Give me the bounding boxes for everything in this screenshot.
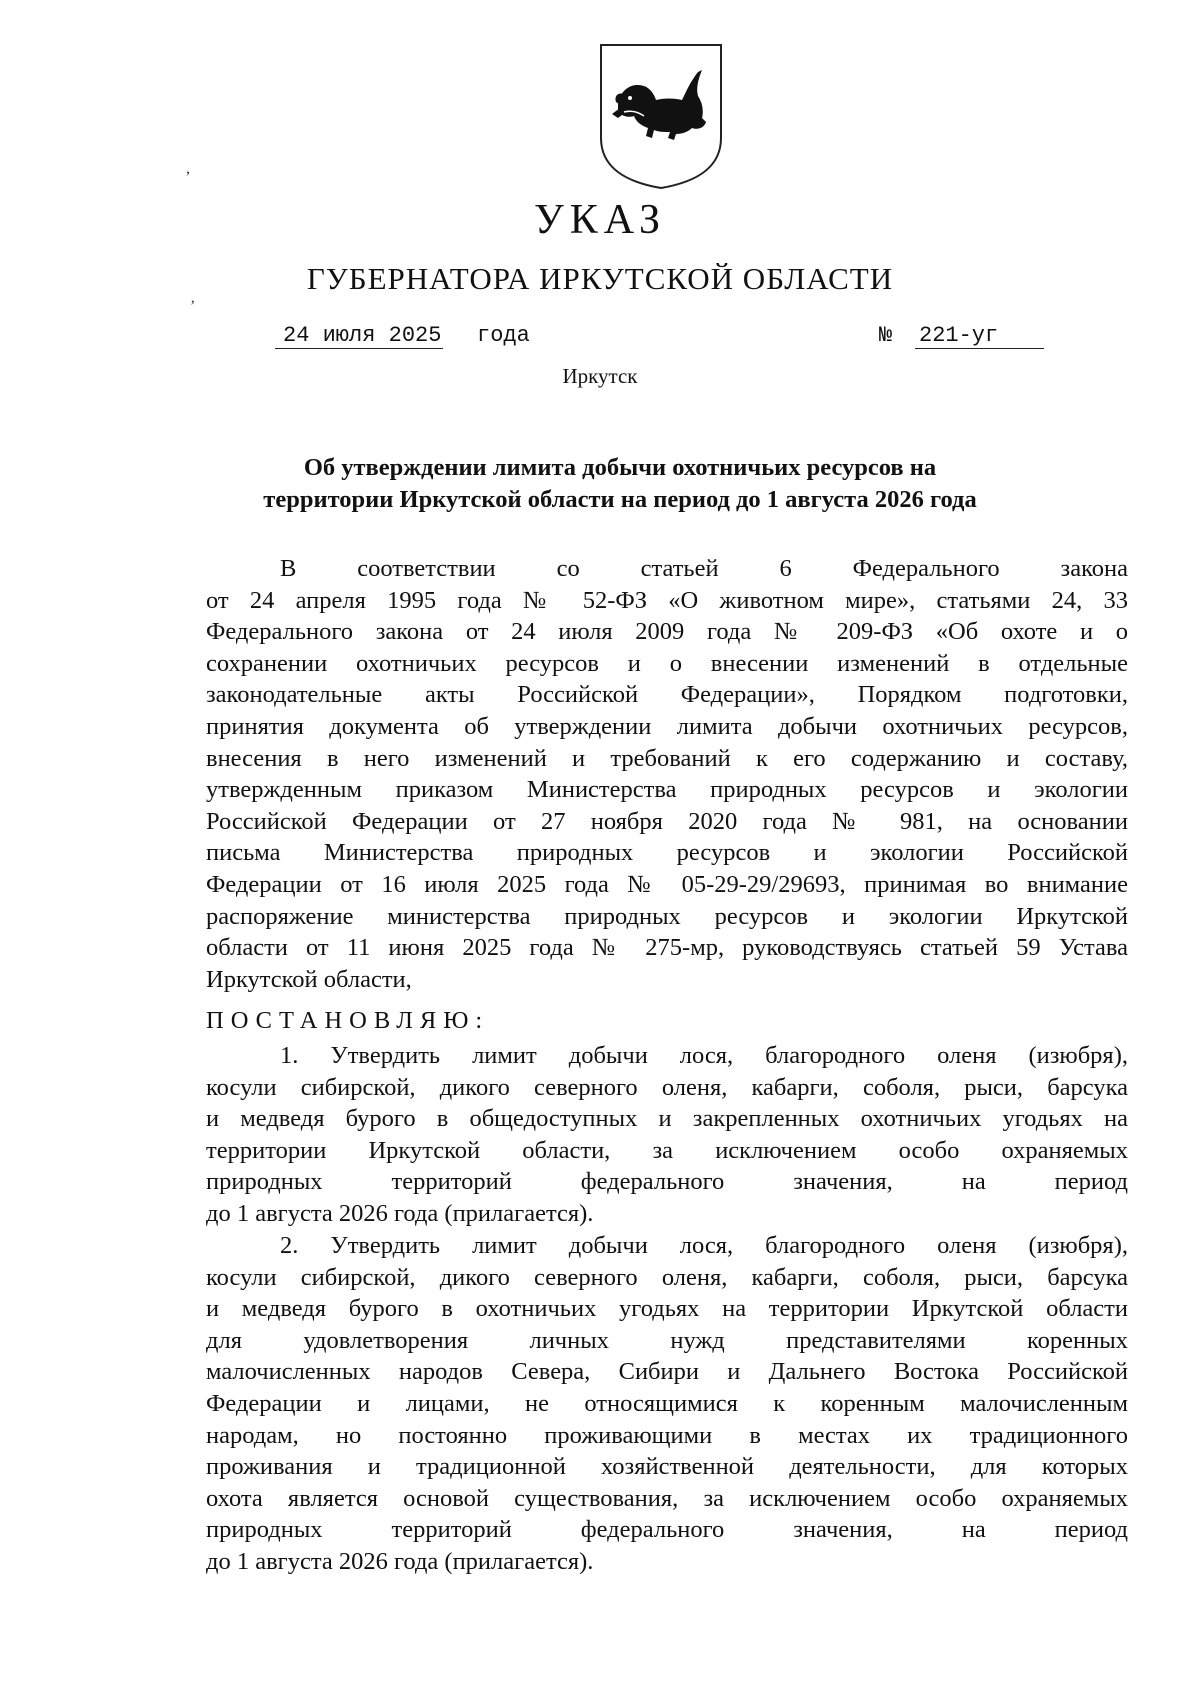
text-line: внесения в него изменений и требований к его содержанию и составу,: [206, 744, 1128, 772]
text-line: Федерального закона от 24 июля 2009 года № 209-ФЗ «Об охоте и о: [206, 618, 1128, 646]
text-line: природных территорий федерального значения, на период: [206, 1516, 1128, 1544]
date-number-row: [275, 323, 1075, 355]
text-line: утвержденным приказом Министерства природных ресурсов и экологии: [206, 776, 1128, 804]
text-line: территории Иркутской области, за исключением особо охраняемых: [206, 1136, 1128, 1164]
text-line: законодательные акты Российской Федерации», Порядком подготовки,: [206, 681, 1128, 709]
text-line: Российской Федерации от 27 ноября 2020 года № 981, на основании: [206, 807, 1128, 835]
decree-item-1: [206, 1040, 1128, 1230]
number-sign: №: [879, 323, 893, 348]
text-line: природных территорий федерального значения, на период: [206, 1168, 1128, 1196]
text-line: сохранении охотничьих ресурсов и о внесении изменений в отдельные: [206, 649, 1128, 677]
text-line: принятия документа об утверждении лимита добычи охотничьих ресурсов,: [206, 712, 1128, 740]
text-line: малочисленных народов Севера, Сибири и Дальнего Востока Российской: [206, 1358, 1128, 1386]
scan-mark: ʼ: [190, 298, 196, 315]
coat-of-arms-emblem: [598, 42, 724, 190]
text-line: и медведя бурого в общедоступных и закрепленных охотничьих угодьях на: [206, 1105, 1128, 1133]
text-line: области от 11 июня 2025 года № 275-мр, руководствуясь статьей 59 Устава: [206, 934, 1128, 962]
text-line: 2. Утвердить лимит добычи лося, благородного оленя (изюбря),: [280, 1232, 1128, 1259]
text-line: Федерации от 16 июля 2025 года № 05-29-29/29693, принимая во внимание: [206, 870, 1128, 898]
city-name: Иркутск: [562, 364, 638, 388]
text-line: от 24 апреля 1995 года № 52-ФЗ «О животном мире», статьями 24, 33: [206, 586, 1128, 614]
text-line: до 1 августа 2026 года (прилагается).: [206, 1547, 594, 1575]
text-line: народам, но постоянно проживающими в местах их традиционного: [206, 1421, 1128, 1449]
heading-line: территории Иркутской области на период до 1 августа 2026 года: [263, 486, 977, 513]
date-suffix: года: [477, 323, 530, 348]
document-type-title: УКАЗ: [533, 197, 667, 243]
text-line: распоряжение министерства природных ресурсов и экологии Иркутской: [206, 902, 1128, 930]
document-number: 221-уг: [915, 323, 1044, 349]
decree-word: ПОСТАНОВЛЯЮ:: [206, 1007, 490, 1034]
text-line: проживания и традиционной хозяйственной деятельности, для которых: [206, 1453, 1128, 1481]
text-line: 1. Утвердить лимит добычи лося, благородного оленя (изюбря),: [280, 1042, 1128, 1069]
text-line: В соответствии со статьей 6 Федерального закона: [280, 555, 1128, 582]
text-line: охота является основой существования, за исключением особо охраняемых: [206, 1484, 1128, 1512]
text-line: косули сибирской, дикого северного оленя, кабарги, соболя, рыси, барсука: [206, 1263, 1128, 1291]
document-date: 24 июля 2025: [275, 323, 443, 349]
document-heading: [180, 452, 1060, 516]
heading-line: Об утверждении лимита добычи охотничьих ресурсов на: [303, 454, 937, 481]
text-line: Иркутской области,: [206, 965, 412, 993]
text-line: косули сибирской, дикого северного оленя, кабарги, соболя, рыси, барсука: [206, 1073, 1128, 1101]
text-line: для удовлетворения личных нужд представителями коренных: [206, 1326, 1128, 1354]
decree-item-2: [206, 1230, 1128, 1578]
text-line: до 1 августа 2026 года (прилагается).: [206, 1199, 594, 1227]
text-line: Федерации и лицами, не относящимися к коренным малочисленным: [206, 1389, 1128, 1417]
text-line: и медведя бурого в охотничьих угодьях на территории Иркутской области: [206, 1295, 1128, 1323]
preamble-paragraph: [206, 553, 1128, 995]
scan-mark: ,: [186, 160, 190, 177]
text-line: письма Министерства природных ресурсов и экологии Российской: [206, 839, 1128, 867]
coat-of-arms-icon: [598, 42, 724, 190]
issuer-subtitle: ГУБЕРНАТОРА ИРКУТСКОЙ ОБЛАСТИ: [306, 261, 894, 296]
